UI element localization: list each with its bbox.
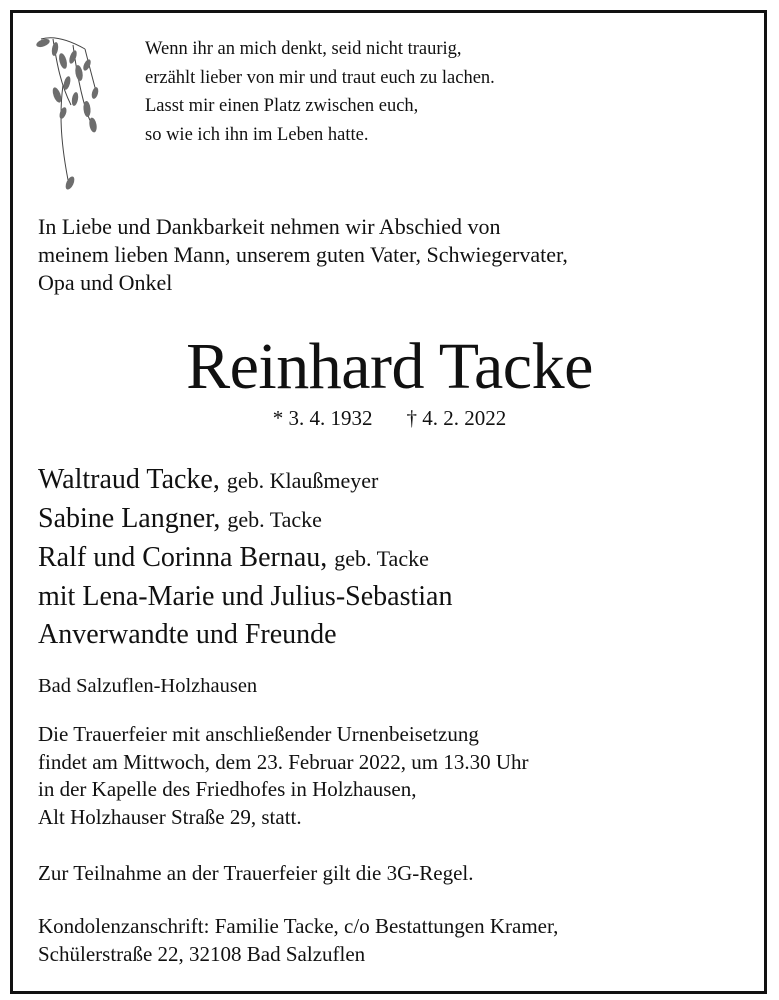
mourner-entry: Ralf und Corinna Bernau, geb. Tacke <box>38 542 429 573</box>
condolence-address <box>38 912 558 968</box>
poem <box>145 35 495 149</box>
intro-line: Opa und Onkel <box>38 270 173 295</box>
service-line: Alt Holzhauser Straße 29, statt. <box>38 804 302 829</box>
mourner-name: Anverwandte und Freunde <box>38 619 337 650</box>
mourner-name: mit Lena-Marie und Julius-Sebastian <box>38 581 453 612</box>
hanging-leaves-branch-icon <box>33 25 105 195</box>
poem-line: Lasst mir einen Platz zwischen euch, <box>145 96 419 116</box>
service-line: findet am Mittwoch, dem 23. Februar 2022, um 13.30 Uhr <box>38 749 529 774</box>
covid-rule: Zur Teilnahme an der Trauerfeier gilt die 3G-Regel. <box>38 861 474 885</box>
service-info <box>38 721 529 831</box>
mourner-note: geb. Tacke <box>227 507 322 532</box>
mourner-entry <box>38 616 452 654</box>
farewell-intro <box>38 213 738 297</box>
life-dates <box>0 404 779 432</box>
intro-line: In Liebe und Dankbarkeit nehmen wir Abschied von <box>38 214 501 239</box>
service-line: in der Kapelle des Friedhofes in Holzhausen, <box>38 777 417 801</box>
address-line: Schülerstraße 22, 32108 Bad Salzuflen <box>38 942 366 966</box>
mourner-name: Sabine Langner <box>38 503 214 534</box>
intro-line: meinem lieben Mann, unserem guten Vater, Schwiegervater, <box>38 242 568 267</box>
address-line: Kondolenzanschrift: Familie Tacke, c/o Bestattungen Kramer, <box>38 914 559 938</box>
service-line: Die Trauerfeier mit anschließender Urnenbeisetzung <box>38 722 479 746</box>
mourner-note: geb. Tacke <box>334 546 429 571</box>
mourner-entry: Sabine Langner, geb. Tacke <box>38 503 322 534</box>
mourners-list <box>38 461 452 654</box>
poem-line: erzählt lieber von mir und traut euch zu lachen. <box>145 67 495 88</box>
mourner-name: Ralf und Corinna Bernau <box>38 542 321 573</box>
poem-line: Wenn ihr an mich denkt, seid nicht traurig, <box>145 39 462 59</box>
mourner-entry <box>38 578 452 616</box>
place: Bad Salzuflen-Holzhausen <box>38 675 258 697</box>
birth-date: * 3. 4. 1932 <box>272 406 373 430</box>
deceased-name: Reinhard Tacke <box>186 330 593 403</box>
mourner-name: Waltraud Tacke <box>38 464 213 495</box>
poem-line: so wie ich ihn im Leben hatte. <box>145 124 369 145</box>
death-date: † 4. 2. 2022 <box>406 406 507 430</box>
mourner-note: geb. Klaußmeyer <box>226 468 379 493</box>
mourner-entry: Waltraud Tacke, geb. Klaußmeyer <box>38 464 379 495</box>
